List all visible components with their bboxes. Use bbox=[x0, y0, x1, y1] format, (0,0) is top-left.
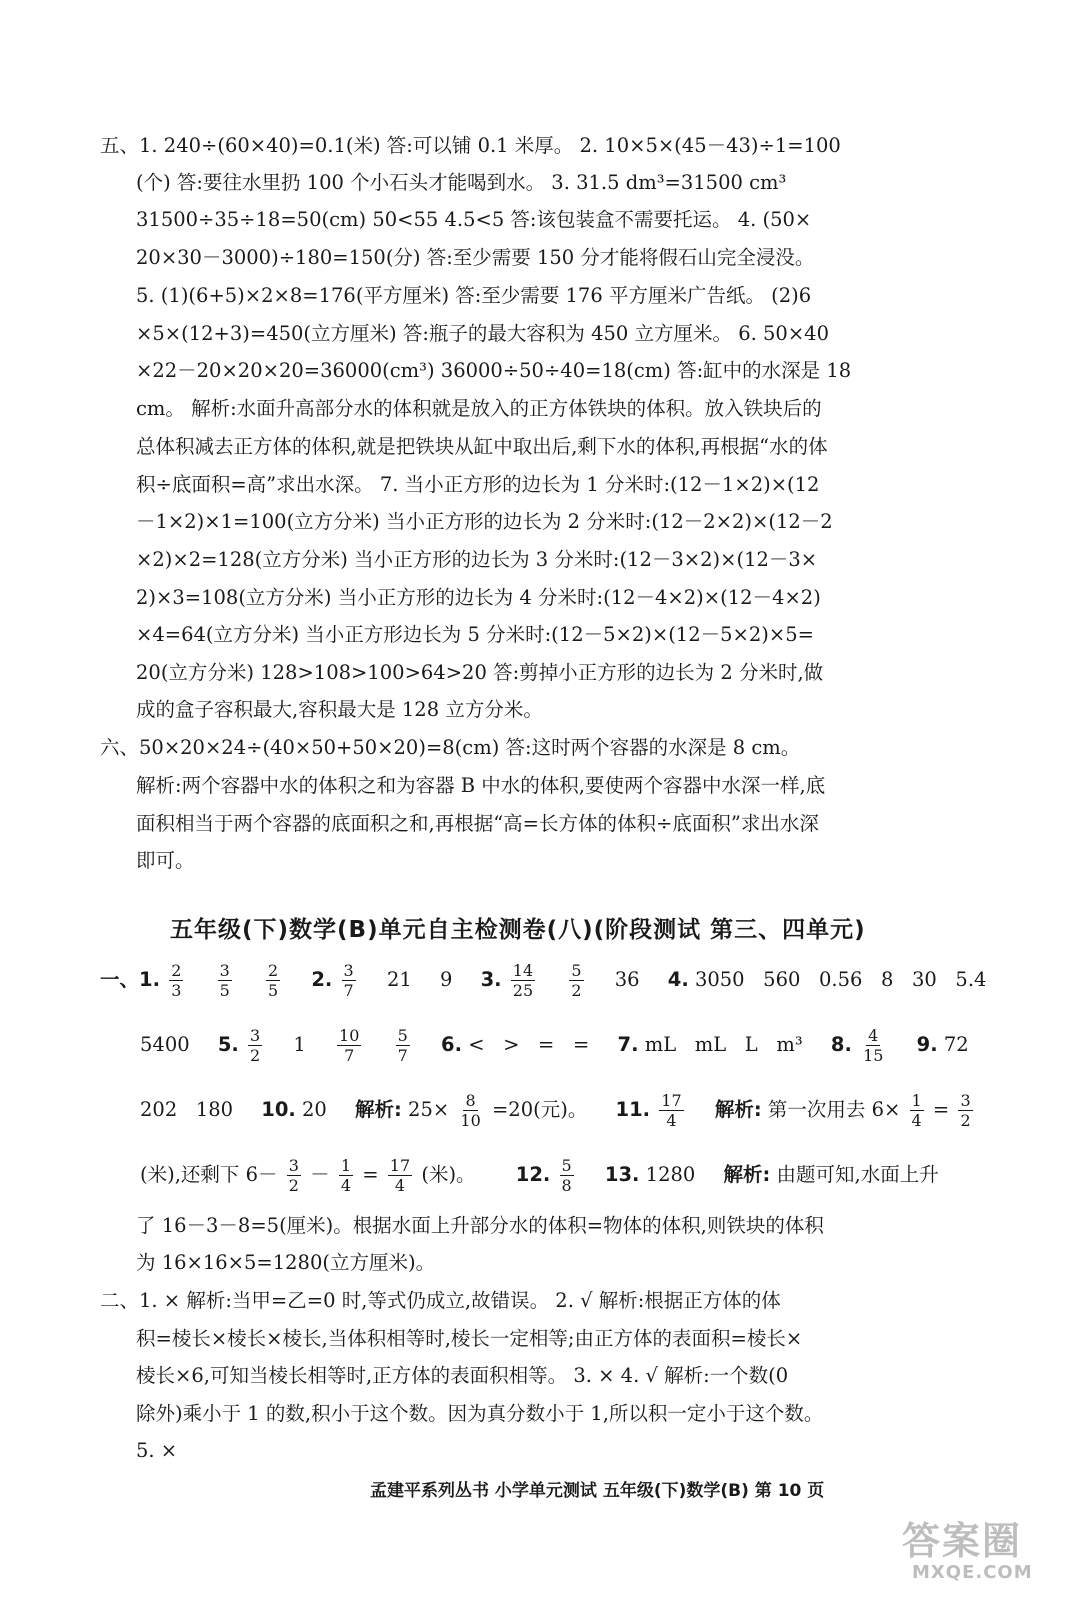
answer-value: 202 180 bbox=[140, 1098, 234, 1121]
question-number: 7. bbox=[617, 1033, 639, 1056]
answer-value: 72 bbox=[943, 1033, 969, 1056]
answer-value: 21 bbox=[386, 968, 412, 991]
fraction: $\frac{14}{25}$ bbox=[512, 961, 534, 1000]
answer-value: 36 bbox=[614, 968, 640, 991]
text-line: 六、50×20×24÷(40×50+50×20)=8(cm) 答:这时两个容器的水深是 8 cm。 bbox=[100, 736, 801, 759]
fraction: $\frac{3}{2}$ bbox=[288, 1156, 299, 1195]
fraction: $\frac{8}{10}$ bbox=[460, 1091, 481, 1130]
text-line: 除外)乘小于 1 的数,积小于这个数。因为真分数小于 1,所以积一定小于这个数。 bbox=[136, 1402, 824, 1425]
fraction: $\frac{5}{7}$ bbox=[397, 1026, 408, 1065]
text-line: 棱长×6,可知当棱长相等时,正方体的表面积相等。 3. × 4. √ 解析:一个数(0 bbox=[136, 1364, 789, 1387]
fraction: $\frac{17}{4}$ bbox=[661, 1091, 682, 1130]
question-number: 12. bbox=[515, 1163, 551, 1186]
answer-text: 由题可知,水面上升 bbox=[776, 1163, 939, 1186]
fraction: $\frac{3}{7}$ bbox=[343, 961, 354, 1000]
fraction: $\frac{10}{7}$ bbox=[339, 1026, 360, 1065]
answer-value: 5400 bbox=[140, 1033, 190, 1056]
fraction: $\frac{1}{4}$ bbox=[911, 1091, 922, 1130]
text-line: 积=棱长×棱长×棱长,当体积相等时,棱长一定相等;由正方体的表面积=棱长× bbox=[136, 1327, 803, 1350]
fraction: $\frac{2}{5}$ bbox=[267, 961, 279, 1000]
text-line: 成的盒子容积最大,容积最大是 128 立方分米。 bbox=[136, 698, 543, 721]
text-line: 解析:两个容器中水的体积之和为容器 B 中水的体积,要使两个容器中水深一样,底 bbox=[136, 774, 826, 797]
text-line: 5. × bbox=[136, 1439, 178, 1462]
question-number: 2. bbox=[311, 968, 333, 991]
answer-value: 1 bbox=[293, 1033, 306, 1056]
question-number: 13. bbox=[604, 1163, 640, 1186]
fraction: $\frac{5}{2}$ bbox=[571, 961, 582, 1000]
answer-text: = bbox=[362, 1163, 379, 1186]
text-line: 总体积减去正方体的体积,就是把铁块从缸中取出后,剩下水的体积,再根据“水的体 bbox=[136, 435, 828, 458]
analysis-label: 解析: bbox=[714, 1098, 762, 1121]
watermark-url: MXQE.COM bbox=[912, 1562, 1033, 1583]
question-number: 11. bbox=[615, 1098, 651, 1121]
question-number: 9. bbox=[916, 1033, 938, 1056]
fraction: $\frac{3}{2}$ bbox=[250, 1026, 261, 1065]
fraction: $\frac{3}{2}$ bbox=[960, 1091, 971, 1130]
answer-value: < > = = bbox=[468, 1033, 590, 1056]
text-line: 20(立方分米) 128>108>100>64>20 答:剪掉小正方形的边长为 2 分米时,做 bbox=[136, 661, 824, 684]
fraction: $\frac{5}{8}$ bbox=[561, 1156, 572, 1195]
text-line: 20×30－3000)÷180=150(分) 答:至少需要 150 分才能将假石山完全浸没。 bbox=[136, 246, 815, 269]
text-line: ×22－20×20×20=36000(cm³) 36000÷50÷40=18(cm) 答:缸中的水深是 18 bbox=[136, 359, 852, 382]
section-title: 五年级(下)数学(B)单元自主检测卷(八)(阶段测试 第三、四单元) bbox=[170, 917, 866, 943]
fraction: $\frac{4}{15}$ bbox=[863, 1026, 884, 1065]
text-line: ×4=64(立方分米) 当小正方形边长为 5 分米时:(12－5×2)×(12－5×2)×5= bbox=[136, 623, 814, 646]
answer-text: (米)。 bbox=[421, 1163, 476, 1186]
text-line: 了 16－3－8=5(厘米)。根据水面上升部分水的体积=物体的体积,则铁块的体积 bbox=[136, 1214, 824, 1237]
text-line: (个) 答:要往水里扔 100 个小石头才能喝到水。 3. 31.5 dm³=31500 cm³ bbox=[136, 171, 787, 194]
answer-text: － bbox=[310, 1163, 330, 1186]
text-line: 积÷底面积=高”求出水深。 7. 当小正方形的边长为 1 分米时:(12－1×2)×(12 bbox=[136, 473, 820, 496]
answer-value: 20 bbox=[302, 1098, 327, 1121]
watermark-logo-text: 答案圈 bbox=[902, 1519, 1023, 1563]
answer-text: 第一次用去 6× bbox=[767, 1098, 901, 1121]
answer-line-1 bbox=[100, 955, 988, 1005]
answer-line-2 bbox=[140, 1020, 988, 1070]
text-line: ×2)×2=128(立方分米) 当小正方形的边长为 3 分米时:(12－3×2)×(12－3× bbox=[136, 548, 818, 571]
answer-value: 1280 bbox=[645, 1163, 696, 1186]
text-line: 面积相当于两个容器的底面积之和,再根据“高=长方体的体积÷底面积”求出水深 bbox=[136, 812, 819, 835]
fraction: $\frac{3}{5}$ bbox=[219, 961, 230, 1000]
fraction: $\frac{1}{4}$ bbox=[340, 1156, 352, 1195]
answer-line-4 bbox=[140, 1150, 988, 1200]
answer-value: 9 bbox=[439, 968, 453, 991]
answer-text: = bbox=[932, 1098, 950, 1121]
analysis-label: 解析: bbox=[723, 1163, 771, 1186]
text-line: 五、1. 240÷(60×40)=0.1(米) 答:可以铺 0.1 米厚。 2. 10×5×(45－43)÷1=100 bbox=[100, 134, 841, 157]
text-line: 31500÷35÷18=50(cm) 50<55 4.5<5 答:该包装盒不需要托运。 4. (50× bbox=[136, 208, 812, 231]
page-footer: 孟建平系列丛书 小学单元测试 五年级(下)数学(B) 第 10 页 bbox=[370, 1481, 825, 1501]
question-number: 8. bbox=[830, 1033, 852, 1056]
question-number: 一、1. bbox=[100, 968, 160, 991]
answer-value: 3050 560 0.56 8 30 5.4 bbox=[694, 968, 987, 991]
question-number: 5. bbox=[217, 1033, 239, 1056]
text-line: 2)×3=108(立方分米) 当小正方形的边长为 4 分米时:(12－4×2)×(12－4×2) bbox=[136, 586, 821, 609]
answer-text: 25× bbox=[408, 1098, 450, 1121]
text-line: 为 16×16×5=1280(立方厘米)。 bbox=[136, 1251, 436, 1274]
fraction: $\frac{17}{4}$ bbox=[389, 1156, 411, 1195]
answer-line-3 bbox=[140, 1085, 988, 1135]
answer-value: mL mL L m³ bbox=[644, 1033, 803, 1056]
text-line: －1×2)×1=100(立方分米) 当小正方形的边长为 2 分米时:(12－2×2)×(12－2 bbox=[136, 510, 833, 533]
text-line: ×5×(12+3)=450(立方厘米) 答:瓶子的最大容积为 450 立方厘米。 6. 50×40 bbox=[136, 322, 829, 345]
analysis-label: 解析: bbox=[355, 1098, 402, 1121]
watermark bbox=[892, 1510, 1082, 1590]
text-line: 5. (1)(6+5)×2×8=176(平方厘米) 答:至少需要 176 平方厘米广告纸。 (2)6 bbox=[136, 284, 812, 307]
answer-text: =20(元)。 bbox=[491, 1098, 588, 1121]
text-line: 即可。 bbox=[136, 849, 195, 872]
question-number: 4. bbox=[667, 968, 689, 991]
text-line: 二、1. × 解析:当甲=乙=0 时,等式仍成立,故错误。 2. √ 解析:根据正方体的体 bbox=[100, 1289, 781, 1312]
question-number: 6. bbox=[441, 1033, 462, 1056]
text-line: cm。 解析:水面升高部分水的体积就是放入的正方体铁块的体积。放入铁块后的 bbox=[136, 397, 822, 420]
question-number: 3. bbox=[480, 968, 502, 991]
question-number: 10. bbox=[261, 1098, 296, 1121]
answer-text: (米),还剩下 6－ bbox=[140, 1163, 278, 1186]
fraction: $\frac{2}{3}$ bbox=[171, 961, 182, 1000]
